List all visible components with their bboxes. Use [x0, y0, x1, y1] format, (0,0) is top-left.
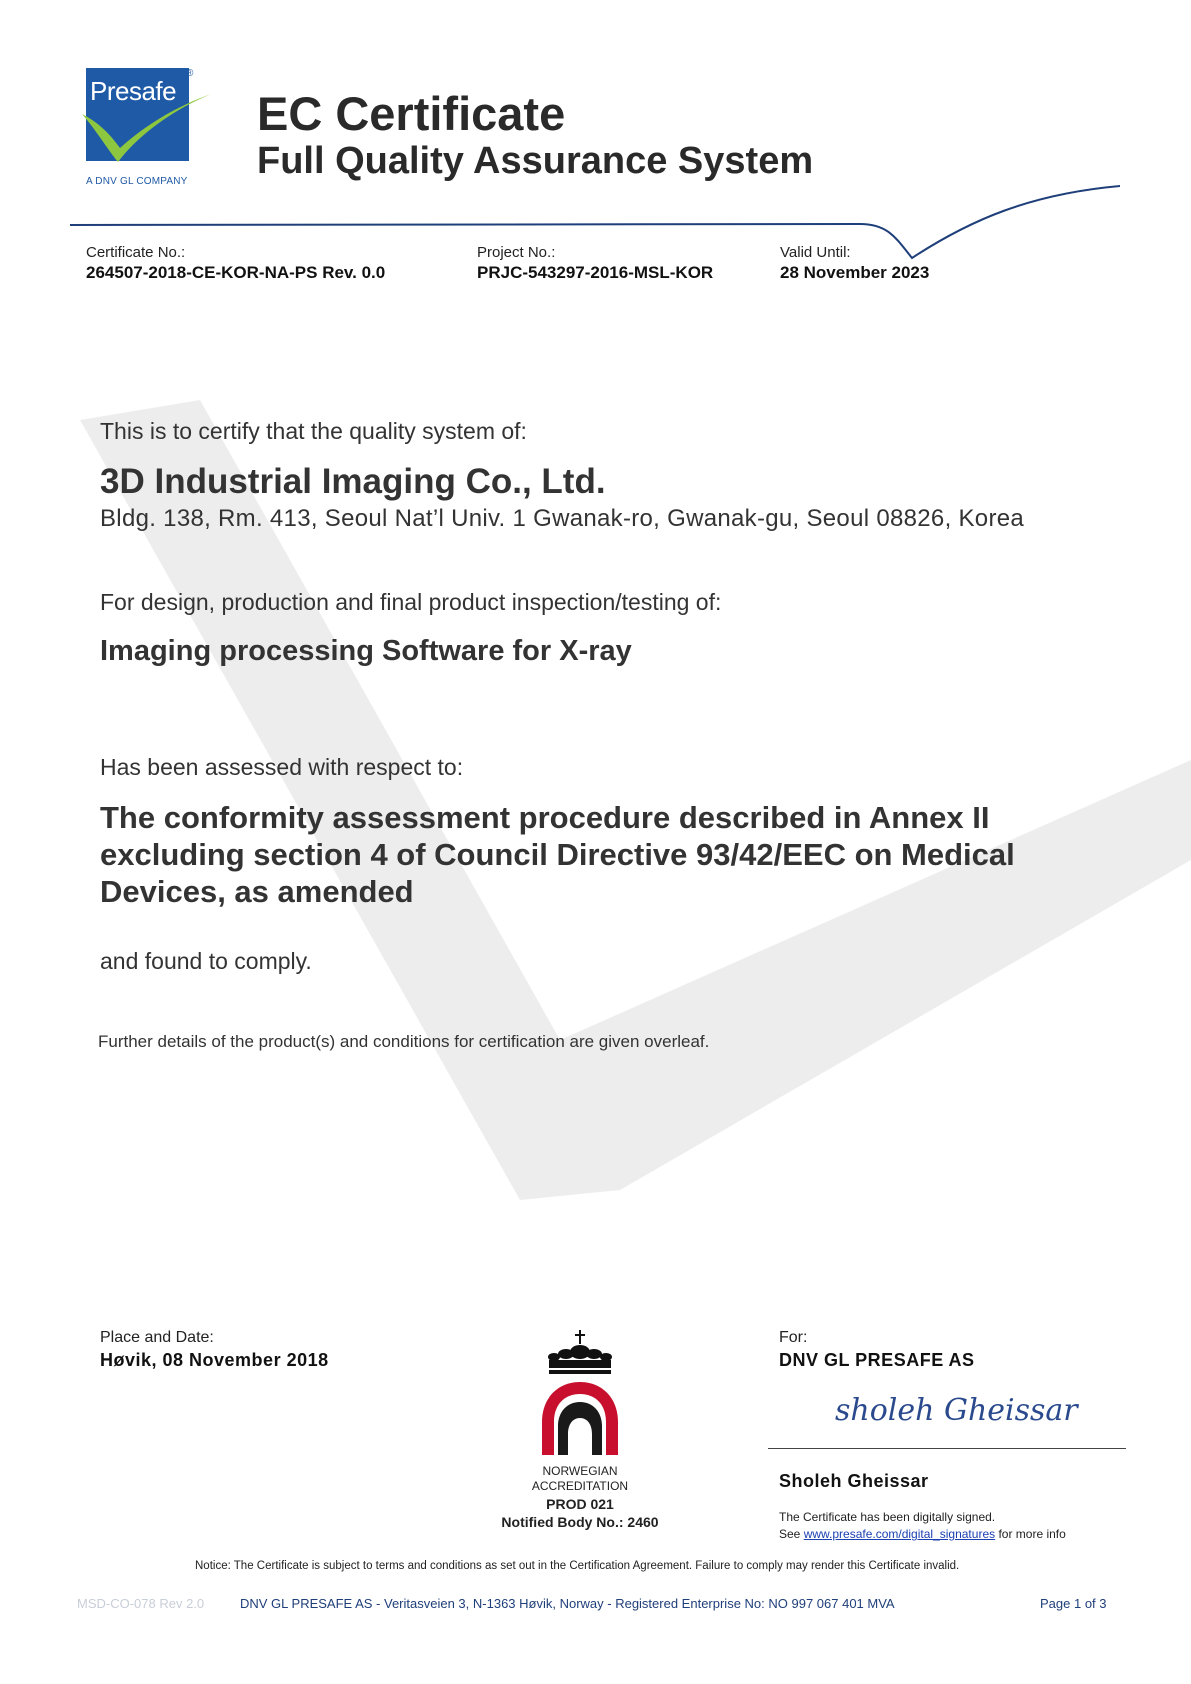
scope-intro: For design, production and final product inspection/testing of:	[100, 589, 722, 615]
digital-signature-note: The Certificate has been digitally signed.	[779, 1510, 996, 1524]
product-name: Imaging processing Software for X-ray	[100, 635, 632, 667]
accreditation-line-2: ACCREDITATION	[531, 1479, 629, 1493]
footer-page-number: Page 1 of 3	[1040, 1596, 1107, 1611]
notified-body-number: Notified Body No.: 2460	[501, 1514, 659, 1530]
digital-signatures-link[interactable]: www.presafe.com/digital_signatures	[803, 1527, 996, 1541]
project-number: PRJC-543297-2016-MSL-KOR	[477, 263, 714, 282]
handwritten-signature: sholeh Gheissar	[835, 1393, 1078, 1428]
logo-check-icon	[76, 68, 216, 168]
assessed-intro: Has been assessed with respect to:	[100, 754, 464, 780]
presafe-logo	[76, 68, 216, 188]
logo-brand-text: Presafe	[90, 76, 177, 106]
signature-line	[768, 1448, 1126, 1449]
conformity-line-2: excluding section 4 of Council Directive 93/42/EEC on Medical	[100, 837, 1015, 872]
page-title: EC Certificate	[257, 87, 566, 140]
company-name: 3D Industrial Imaging Co., Ltd.	[100, 462, 606, 501]
conformity-line-1: The conformity assessment procedure described in Annex II	[100, 800, 990, 835]
valid-until-date: 28 November 2023	[780, 263, 930, 282]
page-subtitle: Full Quality Assurance System	[257, 140, 814, 182]
accreditation-line-1: NORWEGIAN	[542, 1464, 618, 1478]
see-suffix: for more info	[995, 1527, 1066, 1541]
norwegian-accreditation-mark	[500, 1330, 660, 1535]
logo-tagline: A DNV GL COMPANY	[86, 176, 188, 187]
conformity-statement	[100, 799, 1100, 910]
accreditation-prod: PROD 021	[546, 1496, 614, 1512]
certificate-number: 264507-2018-CE-KOR-NA-PS Rev. 0.0	[86, 263, 386, 282]
conformity-line-3: Devices, as amended	[100, 874, 414, 909]
crown-arch-icon	[500, 1330, 660, 1455]
header-swoosh-divider	[70, 180, 1120, 270]
logo-registered-mark: ®	[186, 68, 194, 79]
legal-notice: Notice: The Certificate is subject to terms and conditions as set out in the Certification Agreement. Failure to comply may render this Certificate invalid.	[195, 1560, 960, 1572]
footer-company-line: DNV GL PRESAFE AS - Veritasveien 3, N-1363 Høvik, Norway - Registered Enterprise No: NO 997 067 401 MVA	[240, 1596, 895, 1611]
certify-intro: This is to certify that the quality system of:	[100, 418, 527, 444]
place-date-value: Høvik, 08 November 2018	[100, 1350, 329, 1370]
signer-name: Sholeh Gheissar	[779, 1471, 929, 1491]
footer-doc-code: MSD-CO-078 Rev 2.0	[77, 1596, 205, 1611]
comply-statement: and found to comply.	[100, 948, 312, 974]
place-date-label: Place and Date:	[100, 1329, 214, 1346]
valid-until-label: Valid Until:	[780, 244, 851, 261]
certificate-number-label: Certificate No.:	[86, 244, 186, 261]
project-number-label: Project No.:	[477, 244, 556, 261]
company-address: Bldg. 138, Rm. 413, Seoul Nat’l Univ. 1 Gwanak-ro, Gwanak-gu, Seoul 08826, Korea	[100, 505, 1025, 532]
for-label: For:	[779, 1329, 808, 1346]
for-company: DNV GL PRESAFE AS	[779, 1350, 975, 1370]
digital-signature-see	[779, 1527, 1066, 1541]
see-prefix: See	[779, 1527, 804, 1541]
further-details: Further details of the product(s) and conditions for certification are given overleaf.	[98, 1032, 710, 1051]
